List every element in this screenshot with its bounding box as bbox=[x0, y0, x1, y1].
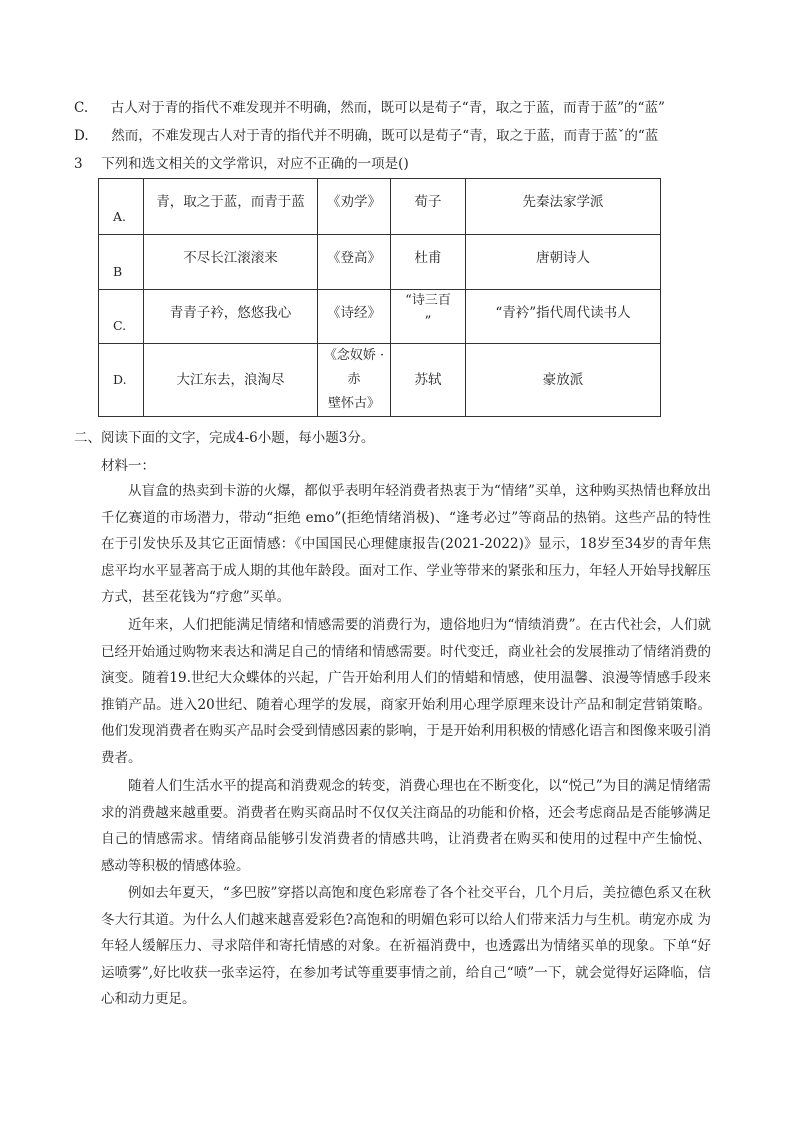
option-c bbox=[74, 96, 665, 116]
work-cell: 《诗经》 bbox=[318, 290, 391, 344]
author-cell: 杜甫 bbox=[391, 235, 466, 290]
work-cell bbox=[318, 344, 391, 417]
work-cell: 《劝学》 bbox=[318, 179, 391, 235]
option-c-label: C. bbox=[74, 100, 89, 116]
paragraph-4-text: 例如去年夏天，“多巴胺”穿搭以高饱和度色彩席卷了各个社交平台，几个月后，美拉德色系又在秋冬大行其道。为什么人们越来越喜爱彩色?高饱和的明媚色彩可以给人们带来活力与生机。萌宠亦成 为年轻人缓解压力、寻求陪伴和寄托情感的对象。在祈福消费中，也透露出为情绪买单的现象。下单“好运喷雾”,好比收获一张幸运符，在参加考试等重要事情之前，给自己“喷”一下，就会觉得好运降临，信心和动力更足。 bbox=[101, 885, 711, 1007]
quote-cell: 青青子衿，悠悠我心 bbox=[144, 290, 318, 344]
option-c-text: 古人对于青的指代不难发现并不明确，然而，既可以是荀子“青，取之于蓝，而青于蓝”的“蓝” bbox=[110, 100, 665, 116]
paragraph-1-text: 从盲盒的热卖到卡游的火爆，都似乎表明年轻消费者热衷于为“情绪”买单，这种购买热情也释放出千亿赛道的市场潜力，带动“拒绝 emo”(拒绝情绪消极)、“逢考必过”等商品的热销。这些产品的特性 在于引发快乐及其它正面情感：《中国国民心理健康报告(2021-2022)》显示，18岁至34岁的青年焦虑平均水平显著高于成人期的其他年龄段。面对工作、学业等带来的紧张和压力，年轻人开始导找解压方式，甚至花钱为“疗愈”买单。 bbox=[101, 483, 711, 605]
quote-cell: 青，取之于蓝，而青于蓝 bbox=[144, 179, 318, 235]
row-label: A. bbox=[99, 179, 144, 235]
question-3 bbox=[74, 152, 409, 172]
option-d-label: D. bbox=[74, 128, 89, 144]
note-cell: 先秦法家学派 bbox=[466, 179, 661, 235]
paragraph-1 bbox=[101, 478, 711, 611]
question-3-number: 3 bbox=[74, 156, 83, 172]
note-cell: “青衿”指代周代读书人 bbox=[466, 290, 661, 344]
paragraph-3 bbox=[101, 773, 711, 879]
paragraph-2-text: 近年来，人们把能满足情绪和情感需要的消费行为，遗俗地归为“情绩消费”。在古代社会，人们就已经开始通过购物来表达和满足自己的情绪和情感需要。时代变迁，商业社会的发展推动了情绪消费的演变。随着19.世纪大众蝶体的兴起，广告开始利用人们的情蜡和情感，使用温馨、浪漫等情感手段来推销产品。进入20世纪、随着心理学的发展，商家开始利用心理学原理来设计产品和制定营销策略。 他们发现消费者在购买产品时会受到情感因素的影响，于是开始利用积极的情感化语言和图像来吸引消 费者。 bbox=[101, 617, 711, 766]
row-label: B bbox=[99, 235, 144, 290]
table-row bbox=[99, 235, 661, 290]
author-line-2: ” bbox=[424, 314, 432, 329]
option-d bbox=[74, 124, 658, 144]
author-cell: 苏轼 bbox=[391, 344, 466, 417]
note-cell: 豪放派 bbox=[466, 344, 661, 417]
work-line-2: 壁怀古》 bbox=[327, 396, 380, 411]
quote-cell: 大江东去，浪淘尽 bbox=[144, 344, 318, 417]
literature-table bbox=[98, 178, 661, 417]
row-label: D. bbox=[99, 344, 144, 417]
paragraph-2 bbox=[101, 612, 711, 771]
table-row bbox=[99, 344, 661, 417]
work-cell: 《登高》 bbox=[318, 235, 391, 290]
section-2-heading: 二、阅读下面的文字，完成4-6小题，每小题3分。 bbox=[74, 430, 375, 446]
work-line-1: 《念奴娇 ·赤 bbox=[323, 348, 385, 387]
author-cell bbox=[391, 290, 466, 344]
note-cell: 唐朝诗人 bbox=[466, 235, 661, 290]
paragraph-4 bbox=[101, 880, 711, 1013]
material-label: 材料一： bbox=[101, 458, 155, 474]
table-row bbox=[99, 179, 661, 235]
table-row bbox=[99, 290, 661, 344]
paragraph-3-text: 随着人们生活水平的提高和消费观念的转变，消费心理也在不断变化，以“悦己”为目的满足情绪需求的消费越来越重要。消费者在购买商品时不仅仅关注商品的功能和价格，还会考虑商品是否能够满足自己的情感需求。情绪商品能够引发消费者的情感共鸣，让消费者在购买和使用的过程中产生愉悦、 感动等积极的情感体验。 bbox=[101, 778, 711, 874]
author-cell: 荀子 bbox=[391, 179, 466, 235]
author-line-1: “诗三百 bbox=[405, 293, 451, 308]
option-d-text: 然而，不难发现古人对于青的指代并不明确，既可以是荀子“青，取之于蓝，而青于蓝ˇ的“蓝 bbox=[111, 128, 659, 144]
question-3-text: 下列和选文相关的文学常识，对应不正确的一项是() bbox=[101, 156, 409, 172]
row-label: C. bbox=[99, 290, 144, 344]
quote-cell: 不尽长江滚滚来 bbox=[144, 235, 318, 290]
